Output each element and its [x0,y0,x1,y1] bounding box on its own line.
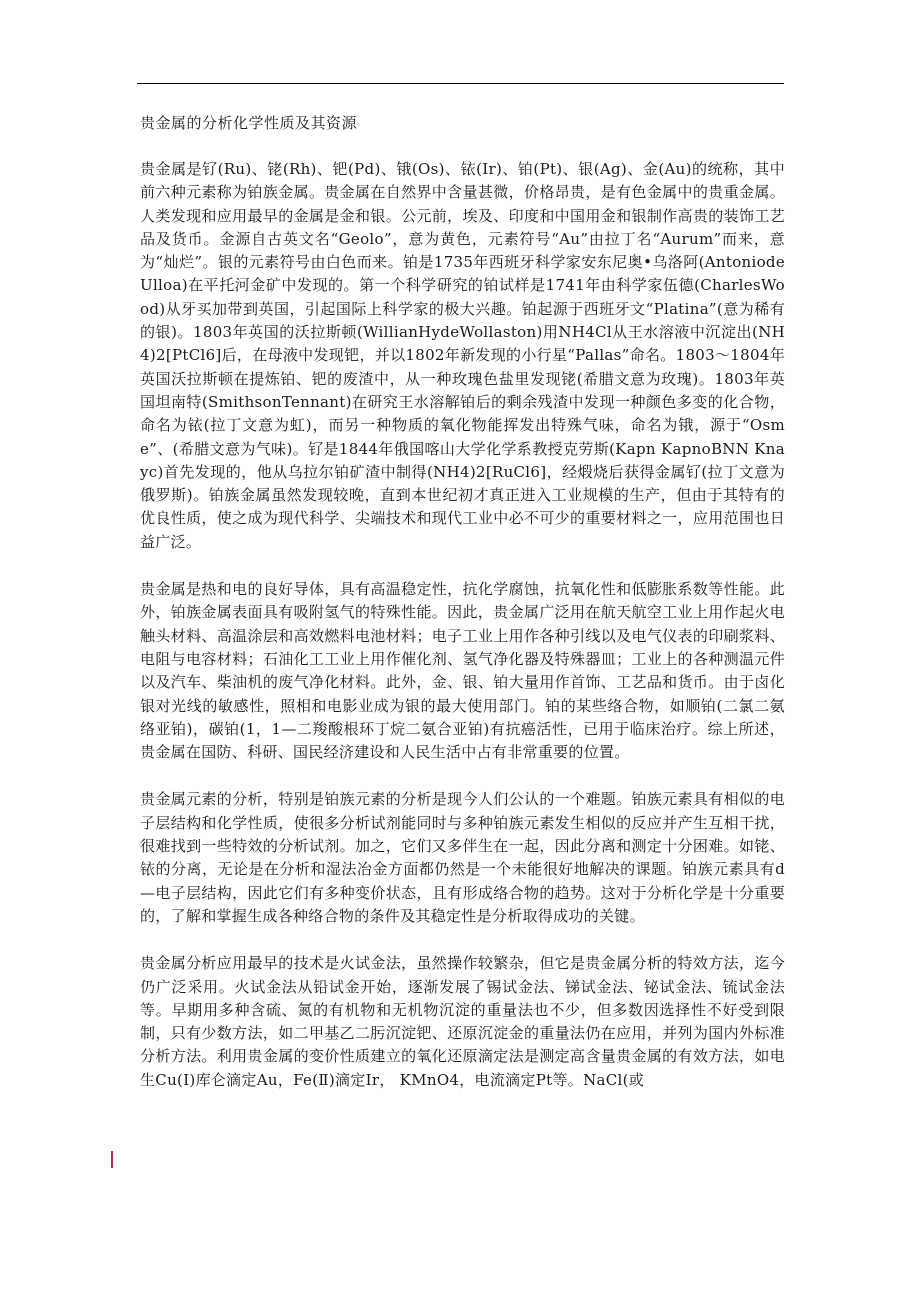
paragraph-properties: 贵金属是热和电的良好导体，具有高温稳定性，抗化学腐蚀，抗氧化性和低膨胀系数等性能。此外，铂族金属表面具有吸附氢气的特殊性能。因此，贵金属广泛用在航天航空工业上用作起火电触头材料、高温涂层和高效燃料电池材料；电子工业上用作各种引线以及电气仪表的印刷浆料、电阻与电容材料；石油化工工业上用作催化剂、氢气净化器及特殊器皿；工业上的各种测温元件以及汽车、柴油机的废气净化材料。此外，金、银、铂大量用作首饰、工艺品和货币。由于卤化银对光线的敏感性，照相和电影业成为银的最大使用部门。铂的某些络合物，如顺铂(二氯二氨络亚铂)，碳铂(1，1—二羧酸根环丁烷二氨合亚铂)有抗癌活性，已用于临床治疗。综上所述，贵金属在国防、科研、国民经济建设和人民生活中占有非常重要的位置。 [140,580,785,762]
paragraph-analysis-difficulty: 贵金属元素的分析，特别是铂族元素的分析是现今人们公认的一个难题。铂族元素具有相似的电子层结构和化学性质，使很多分析试剂能同时与多种铂族元素发生相似的反应并产生互相干扰，很难找到一些特效的分析试剂。加之，它们又多伴生在一起，因此分离和测定十分困难。如铑、铱的分离，无论是在分析和湿法冶金方面都仍然是一个未能很好地解决的课题。铂族元素具有d—电子层结构，因此它们有多种变价状态，且有形成络合物的趋势。这对于分析化学是十分重要的，了解和掌握生成各种络合物的条件及其稳定性是分析取得成功的关键。 [140,790,785,925]
change-bar-marker [111,1151,113,1168]
paragraph-history: 贵金属是钌(Ru)、铑(Rh)、钯(Pd)、锇(Os)、铱(Ir)、铂(Pt)、银(Ag)、金(Au)的统称，其中前六种元素称为铂族金属。贵金属在自然界中含量甚微，价格昂贵，是有色金属中的贵重金属。人类发现和应用最早的金属是金和银。公元前，埃及、印度和中国用金和银制作高贵的装饰工艺品及货币。金源自古英文名“Geolo”，意为黄色，元素符号“Au”由拉丁名“Aurum”而来，意为“灿烂”。银的元素符号由白色而来。铂是1735年西班牙科学家安东尼奥•乌洛阿(AntoniodeUlloa)在平托河金矿中发现的。第一个科学研究的铂试样是1741年由科学家伍德(CharlesWood)从牙买加带到英国，引起国际上科学家的极大兴趣。铂起源于西班牙文“Platina”(意为稀有的银)。1803年英国的沃拉斯顿(WillianHydeWollaston)用NH4Cl从王水溶液中沉淀出(NH4)2[PtCl6]后，在母液中发现钯，并以1802年新发现的小行星“Pallas”命名。1803～1804年英国沃拉斯顿在提炼铂、钯的废渣中，从一种玫瑰色盐里发现铑(希腊文意为玫瑰)。1803年英国坦南特(SmithsonTennant)在研究王水溶解铂后的剩余残渣中发现一种颜色多变的化合物，命名为铱(拉丁文意为虹)，而另一种物质的氧化物能挥发出特殊气味，命名为锇，源于“Osme”、(希腊文意为气味)。钌是1844年俄国喀山大学化学系教授克劳斯(Kapn KapnoBNN Knayc)首先发现的，他从乌拉尔铂矿渣中制得(NH4)2[RuCl6]，经煅烧后获得金属钌(拉丁文意为俄罗斯)。铂族金属虽然发现较晚，直到本世纪初才真正进入工业规模的生产，但由于其特有的优良性质，使之成为现代科学、尖端技术和现代工业中必不可少的重要材料之一，应用范围也日益广泛。 [140,160,785,551]
header-rule [137,83,784,84]
document-title: 贵金属的分析化学性质及其资源 [140,114,358,132]
paragraph-analysis-methods: 贵金属分析应用最早的技术是火试金法，虽然操作较繁杂，但它是贵金属分析的特效方法，迄今仍广泛采用。火试金法从铅试金开始，逐渐发展了锡试金法、锑试金法、铋试金法、锍试金法等。早期用多种含硫、氮的有机物和无机物沉淀的重量法也不少，但多数因选择性不好受到限制，只有少数方法，如二甲基乙二肟沉淀钯、还原沉淀金的重量法仍在应用，并列为国内外标准分析方法。利用贵金属的变价性质建立的氧化还原滴定法是测定高含量贵金属的有效方法，如电生Cu(Ⅰ)库仑滴定Au，Fe(Ⅱ)滴定Ir， KMnO4，电流滴定Pt等。NaCl(或 [140,954,785,1089]
document-body [140,112,785,1116]
